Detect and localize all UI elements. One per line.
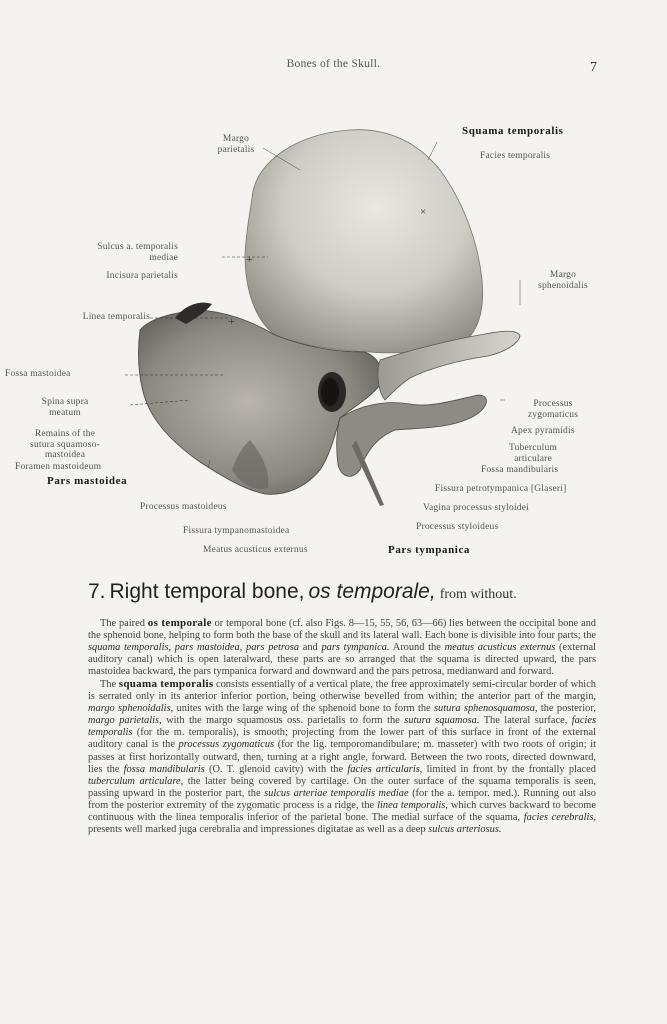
label-apex-pyramidis: Apex pyramidis xyxy=(511,426,575,436)
svg-text:×: × xyxy=(420,206,427,218)
svg-text:+: + xyxy=(246,252,253,266)
svg-text:+: + xyxy=(228,314,235,328)
label-fissura-petrotympanica: Fissura petrotympanica [Glaseri] xyxy=(435,484,567,494)
text-run: margo sphenoidalis, xyxy=(88,703,174,715)
text-run: with the margo squamosus oss. parietalis to form the xyxy=(161,715,405,727)
label-tuberculum-articulare: Tuberculum articulare xyxy=(508,443,558,464)
label-margo-parietalis: Margo parietalis xyxy=(217,134,255,155)
figure-caption xyxy=(88,580,608,604)
text-run: limited in front by the frontally placed xyxy=(422,763,596,775)
text-run: (for the a. tempor. med.). Running out also from the posterior extremity of the zygomatic process is a ridge, the xyxy=(88,787,596,811)
text-run: The lateral surface, xyxy=(479,715,572,727)
label-pars-mastoidea: Pars mastoidea xyxy=(47,475,128,487)
text-run: sutura squamosa. xyxy=(404,715,480,727)
label-processus-zygomaticus: Processus zygomaticus xyxy=(527,399,579,420)
text-run: (for the lig. temporomandibulare; m. masseter) with two roots of origin; it passes at first horizontally outward, then, turning at a right angle, forward. Between the two roots, directed downward, lies the xyxy=(88,739,596,775)
text-run: squama temporalis xyxy=(118,678,214,691)
body-paragraph xyxy=(88,617,596,678)
label-sulcus-arteriae-temporalis-mediae: Sulcus a. temporalis mediae xyxy=(97,242,178,263)
label-foramen-mastoideum: Foramen mastoideum xyxy=(15,462,102,472)
text-run: pars tympanica. xyxy=(321,642,390,654)
text-run: (O. T. glenoid cavity) with the xyxy=(204,763,348,775)
text-run: or temporal bone (cf. also Figs. 8—15, 55, 56, 63—66) lies between the occipital bone and the sphenoid bone, helping to form both the base of the skull and its lateral wall. Each bone is divisible into four parts; the xyxy=(88,618,596,642)
text-run: processus zygomaticus xyxy=(178,739,275,751)
text-run: (for the m. temporalis), is smooth; projecting from the lower part of this surface in front of the external auditory canal is the xyxy=(88,727,596,751)
text-run: The xyxy=(100,679,119,691)
text-run: facies cerebralis, xyxy=(523,811,596,823)
text-run: unites with the large wing of the sphenoid bone to form the xyxy=(173,703,434,715)
text-run: the latter being covered by cartilage. On the outer surface of the squama temporalis is seen, passing upward in the posterior part, the xyxy=(88,775,596,799)
caption-suffix: from without. xyxy=(439,587,517,602)
caption-latin: os temporale, xyxy=(308,580,436,603)
label-fissura-tympanomastoidea: Fissura tympanomastoidea xyxy=(183,526,290,536)
running-head: Bones of the Skull. xyxy=(286,58,381,70)
text-run: consists essentially of a vertical plate, the free approximately semi-circular border of which is serrated only in its anterior inferior portion, being otherwise bevelled from within; the anterior part of the margin, xyxy=(88,679,596,703)
label-linea-temporalis: Linea temporalis xyxy=(82,312,150,322)
text-run: and xyxy=(299,642,322,654)
text-run: the posterior, xyxy=(537,703,596,715)
label-processus-styloideus: Processus styloideus xyxy=(416,522,499,532)
label-incisura-parietalis: Incisura parietalis xyxy=(106,271,178,281)
caption-number: 7. xyxy=(88,580,106,603)
label-remains-sutura-squamosomastoidea: Remains of the sutura squamoso- mastoidea xyxy=(30,429,100,460)
text-run: margo parietalis, xyxy=(88,715,162,727)
text-run: Around the xyxy=(389,642,445,654)
text-run: fossa mandibularis xyxy=(123,763,205,775)
label-pars-tympanica: Pars tympanica xyxy=(388,544,471,556)
label-facies-temporalis: Facies temporalis xyxy=(480,151,551,161)
label-meatus-acusticus-externus: Meatus acusticus externus xyxy=(203,545,308,555)
text-run: linea temporalis, xyxy=(377,799,448,811)
caption-title: Right temporal bone, xyxy=(109,580,305,603)
text-run: facies articularis, xyxy=(347,763,423,775)
text-run: sulcus arteriosus. xyxy=(428,823,502,835)
label-vagina-processus-styloidei: Vagina processus styloidei xyxy=(423,503,529,513)
body-paragraph xyxy=(88,678,596,836)
text-run: (external auditory canal) which is open lateralward, these parts are so arranged that the squama is directed upward, the pars mastoidea backward, the pars tympanica forward and downward and the pars petrosa, medianward and forward. xyxy=(88,642,596,678)
label-fossa-mandibularis: Fossa mandibularis xyxy=(481,465,559,475)
page-number: 7 xyxy=(590,60,597,75)
text-run: squama temporalis, pars mastoidea, pars petrosa xyxy=(88,642,300,654)
text-run: facies temporalis xyxy=(88,715,597,739)
text-run: which curves backward to become continuous with the linea temporalis inferior of the parietal bone. The medial surface of the squama, xyxy=(88,799,597,823)
text-run: meatus acusticus externus xyxy=(444,642,556,654)
text-run: sulcus arteriae temporalis mediae xyxy=(264,787,409,799)
text-run: sutura sphenosquamosa, xyxy=(434,703,538,715)
label-processus-mastoideus: Processus mastoideus xyxy=(140,502,227,512)
text-run: presents well marked juga cerebralia and impressiones digitatae as well as a deep xyxy=(88,823,429,835)
text-run: os temporale xyxy=(147,617,212,629)
label-fossa-mastoidea: Fossa mastoidea xyxy=(5,369,71,379)
label-spina-supra-meatum: Spina supra meatum xyxy=(41,397,89,418)
label-margo-sphenoidalis: Margo sphenoidalis xyxy=(538,270,588,291)
text-run: The paired xyxy=(100,618,148,629)
label-squama-temporalis: Squama temporalis xyxy=(462,125,564,137)
text-run: tuberculum articulare, xyxy=(88,775,184,787)
body-text xyxy=(88,617,596,836)
